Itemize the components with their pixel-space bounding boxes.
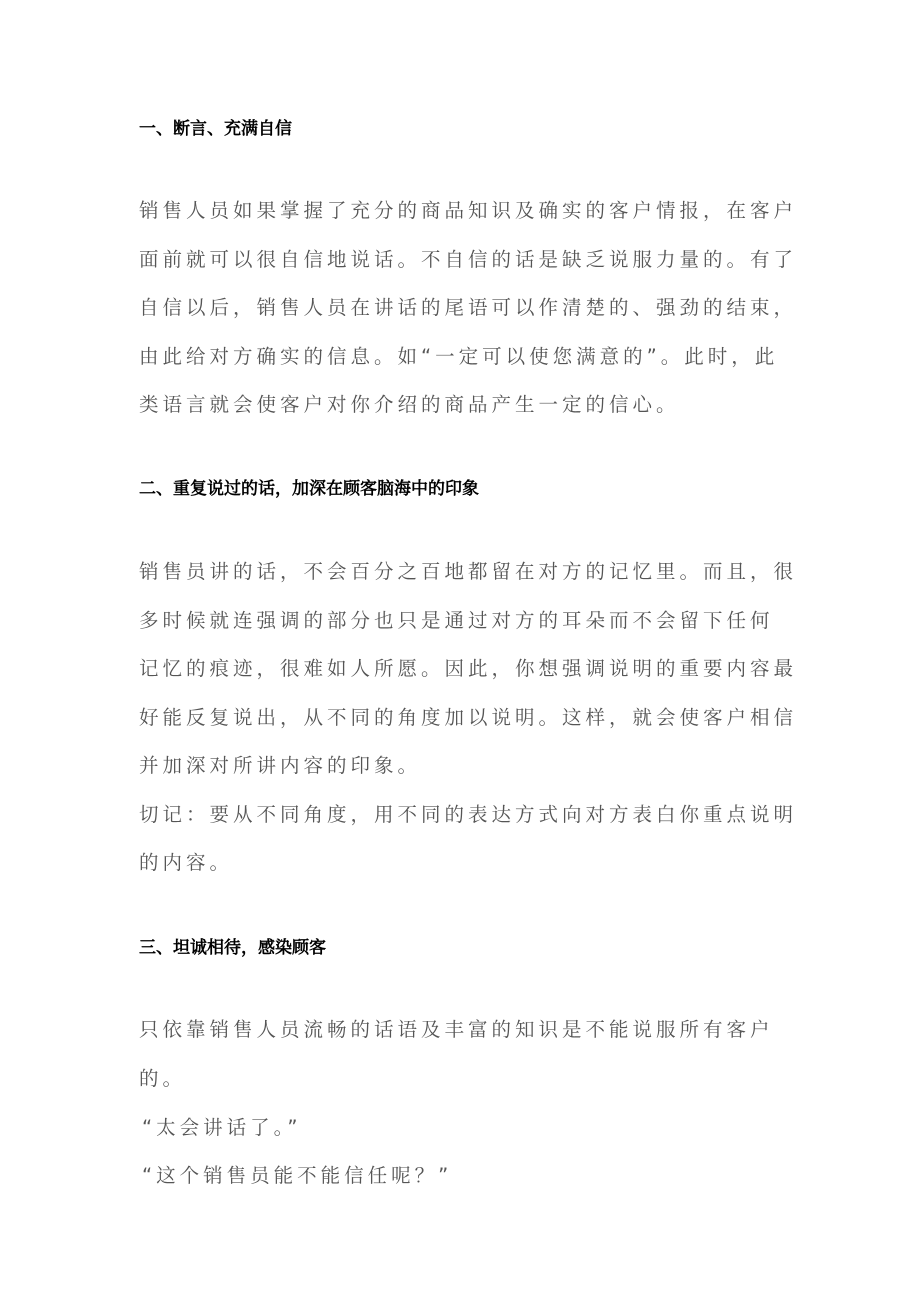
section-3-heading: 三、坦诚相待，感染顾客 [139,938,326,958]
paragraph-line: 的内容。 [139,851,234,874]
paragraph-line: 销售员讲的话，不会百分之百地都留在对方的记忆里。而且，很 [139,560,798,583]
section-1-paragraph [139,187,799,430]
paragraph-line: 只依靠销售人员流畅的话语及丰富的知识是不能说服所有客户 [139,1018,774,1041]
paragraph-line: 并加深对所讲内容的印象。 [139,754,422,777]
quote-line: “这个销售员能不能信任呢？” [142,1164,453,1187]
paragraph-line: 的。 [139,1066,187,1090]
paragraph-line: 面前就可以很自信地说话。不自信的话是缺乏说服力量的。有了 [139,247,798,271]
paragraph-line: 类语言就会使客户对你介绍的商品产生一定的信心。 [139,393,680,416]
paragraph-line: 自信以后，销售人员在讲话的尾语可以作清楚的、强劲的结束， [139,296,798,319]
section-1-heading: 一、断言、充满自信 [139,119,292,139]
section-2-heading: 二、重复说过的话，加深在顾客脑海中的印象 [139,479,479,499]
section-2-paragraph [139,548,799,888]
paragraph-line: 销售人员如果掌握了充分的商品知识及确实的客户情报，在客户 [139,199,798,222]
quote-line: “太会讲话了。” [142,1116,302,1139]
paragraph-line: 切记：要从不同角度，用不同的表达方式向对方表白你重点说明 [139,802,798,826]
section-3-paragraph [139,1006,799,1103]
paragraph-line: 好能反复说出，从不同的角度加以说明。这样，就会使客户相信 [139,705,798,729]
paragraph-line: 多时候就连强调的部分也只是通过对方的耳朵而不会留下任何 [139,608,774,632]
paragraph-line: 由此给对方确实的信息。如“一定可以使您满意的”。此时，此 [139,344,779,368]
paragraph-line: 记忆的痕迹，很难如人所愿。因此，你想强调说明的重要内容最 [139,657,798,680]
